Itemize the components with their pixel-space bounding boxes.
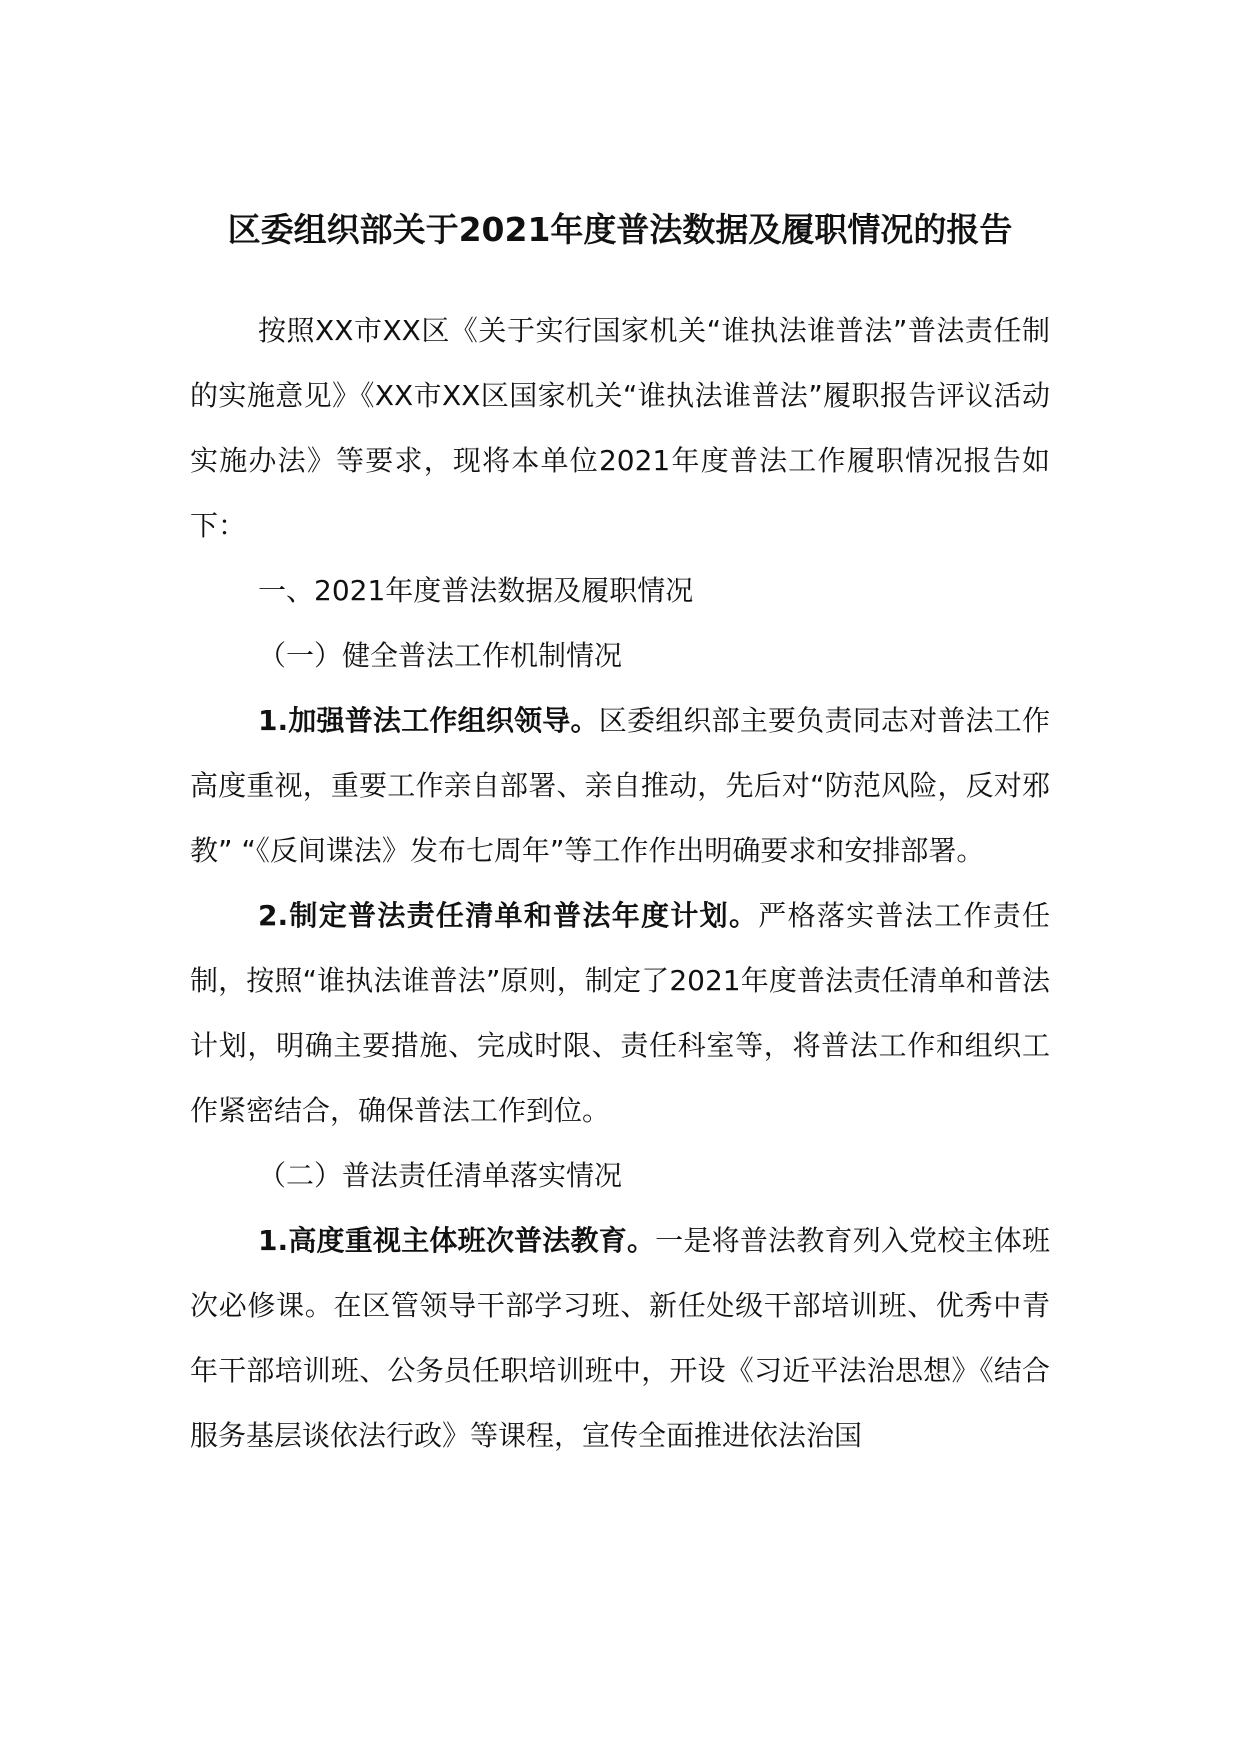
item-lead: 1.加强普法工作组织领导。: [258, 704, 599, 737]
document-body: [190, 298, 1050, 1468]
subsection-heading: （一）健全普法工作机制情况: [258, 639, 623, 672]
item-lead: 1.高度重视主体班次普法教育。: [258, 1224, 656, 1257]
document-title: 区委组织部关于2021年度普法数据及履职情况的报告: [227, 210, 1013, 249]
list-item: [190, 1208, 1050, 1468]
item-lead: 2.制定普法责任清单和普法年度计划。: [258, 899, 759, 932]
intro-paragraph: 按照XX市XX区《关于实行国家机关“谁执法谁普法”普法责任制的实施意见》《XX市XX区国家机关“谁执法谁普法”履职报告评议活动实施办法》等要求，现将本单位2021年度普法工作履职情况报告如下：: [190, 314, 1050, 542]
item-text: 区委组织部主要负责同志对普法工作高度重视，重要工作亲自部署、亲自推动，先后对“防范风险，反对邪教” “《反间谍法》发布七周年”等工作作出明确要求和安排部署。: [190, 704, 1050, 867]
section-heading: 一、2021年度普法数据及履职情况: [258, 574, 694, 607]
list-item: [190, 883, 1050, 1143]
item-text: 一是将普法教育列入党校主体班次必修课。在区管领导干部学习班、新任处级干部培训班、优秀中青年干部培训班、公务员任职培训班中，开设《习近平法治思想》《结合服务基层谈依法行政》等课程，宣传全面推进依法治国: [190, 1224, 1050, 1452]
item-text: 严格落实普法工作责任制，按照“谁执法谁普法”原则，制定了2021年度普法责任清单和普法计划，明确主要措施、完成时限、责任科室等，将普法工作和组织工作紧密结合，确保普法工作到位。: [190, 899, 1050, 1127]
list-item: [190, 688, 1050, 883]
subsection-heading: （二）普法责任清单落实情况: [258, 1159, 623, 1192]
